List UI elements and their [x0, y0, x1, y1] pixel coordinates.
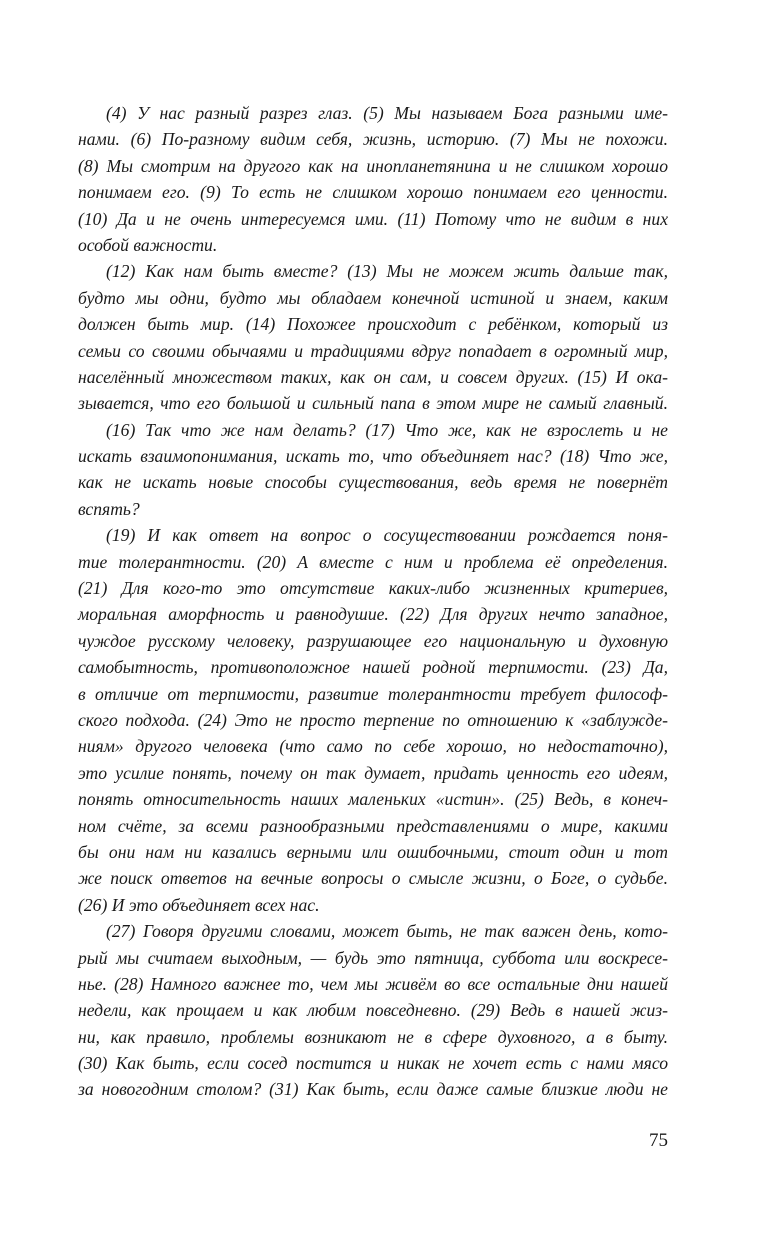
page-number: 75 [649, 1130, 668, 1151]
text-line: бы они нам ни казались верными или ошибочными, стоит один и тот [78, 841, 668, 862]
text-line: искать взаимопонимания, искать то, что объединяет нас? (18) Что же, [78, 446, 668, 467]
text-line: ни, как правило, проблемы возникают не в сфере духовного, а в быту. [78, 1026, 668, 1047]
text-line: ниям» другого человека (что само по себе хорошо, но недостаточно), [78, 736, 668, 757]
text-line: чуждое русскому человеку, разрушающее его национальную и духовную [78, 630, 668, 651]
text-line: в отличие от терпимости, развитие толерантности требует философ- [78, 683, 668, 704]
text-line: зывается, что его большой и сильный папа в этом мире не самый главный. [78, 393, 668, 414]
text-line: тие толерантности. (20) А вместе с ним и проблема её определения. [78, 551, 668, 572]
text-line: понимаем его. (9) То есть не слишком хорошо понимаем его ценности. [78, 182, 668, 203]
text-line: нье. (28) Намного важнее то, чем мы живём во все остальные дни нашей [78, 973, 668, 994]
text-line: семьи со своими обычаями и традициями вдруг попадает в огромный мир, [78, 340, 668, 361]
text-line: (27) Говоря другими словами, может быть, не так важен день, кото- [106, 921, 668, 942]
text-line: (16) Так что же нам делать? (17) Что же, как не взрослеть и не [106, 419, 668, 440]
text-line: это усилие понять, почему он так думает, придать ценность его идеям, [78, 762, 668, 783]
text-line: (10) Да и не очень интересуемся ими. (11) Потому что не видим в них [78, 208, 668, 229]
text-line: (30) Как быть, если сосед постится и никак не хочет есть с нами мясо [78, 1053, 668, 1074]
text-line: будто мы одни, будто мы обладаем конечной истиной и знаем, каким [78, 287, 668, 308]
text-line: рый мы считаем выходным, — будь это пятница, суббота или воскресе- [78, 947, 668, 968]
text-line: (21) Для кого-то это отсутствие каких-либо жизненных критериев, [78, 578, 668, 599]
text-line: же поиск ответов на вечные вопросы о смысле жизни, о Боге, о судьбе. [78, 868, 668, 889]
text-line: (26) И это объединяет всех нас. [78, 894, 320, 915]
text-line: ского подхода. (24) Это не просто терпение по отношению к «заблужде- [78, 709, 668, 730]
text-line: особой важности. [78, 234, 218, 255]
text-line: как не искать новые способы существования, ведь время не повернёт [78, 472, 668, 493]
text-line: (8) Мы смотрим на другого как на инопланетянина и не слишком хорошо [78, 155, 668, 176]
text-line: нами. (6) По-разному видим себя, жизнь, историю. (7) Мы не похожи. [78, 129, 668, 150]
text-line: населённый множеством таких, как он сам, и совсем других. (15) И ока- [78, 366, 668, 387]
text-line: должен быть мир. (14) Похожее происходит с ребёнком, который из [78, 314, 668, 335]
text-line: (12) Как нам быть вместе? (13) Мы не можем жить дальше так, [106, 261, 668, 282]
body-text [78, 100, 668, 1103]
text-line: ном счёте, за всеми разнообразными представлениями о мире, какими [78, 815, 668, 836]
text-line: понять относительность наших маленьких «истин». (25) Ведь, в конеч- [78, 789, 668, 810]
text-line: за новогодним столом? (31) Как быть, если даже самые близкие люди не [78, 1079, 668, 1100]
text-line: моральная аморфность и равнодушие. (22) Для других нечто западное, [78, 604, 668, 625]
text-line: вспять? [78, 498, 140, 519]
text-line: недели, как прощаем и как любим повседневно. (29) Ведь в нашей жиз- [78, 1000, 668, 1021]
text-line: (19) И как ответ на вопрос о сосуществовании рождается поня- [106, 525, 668, 546]
text-line: (4) У нас разный разрез глаз. (5) Мы называем Бога разными име- [106, 103, 668, 123]
text-line: самобытность, противоположное нашей родной терпимости. (23) Да, [78, 657, 668, 678]
